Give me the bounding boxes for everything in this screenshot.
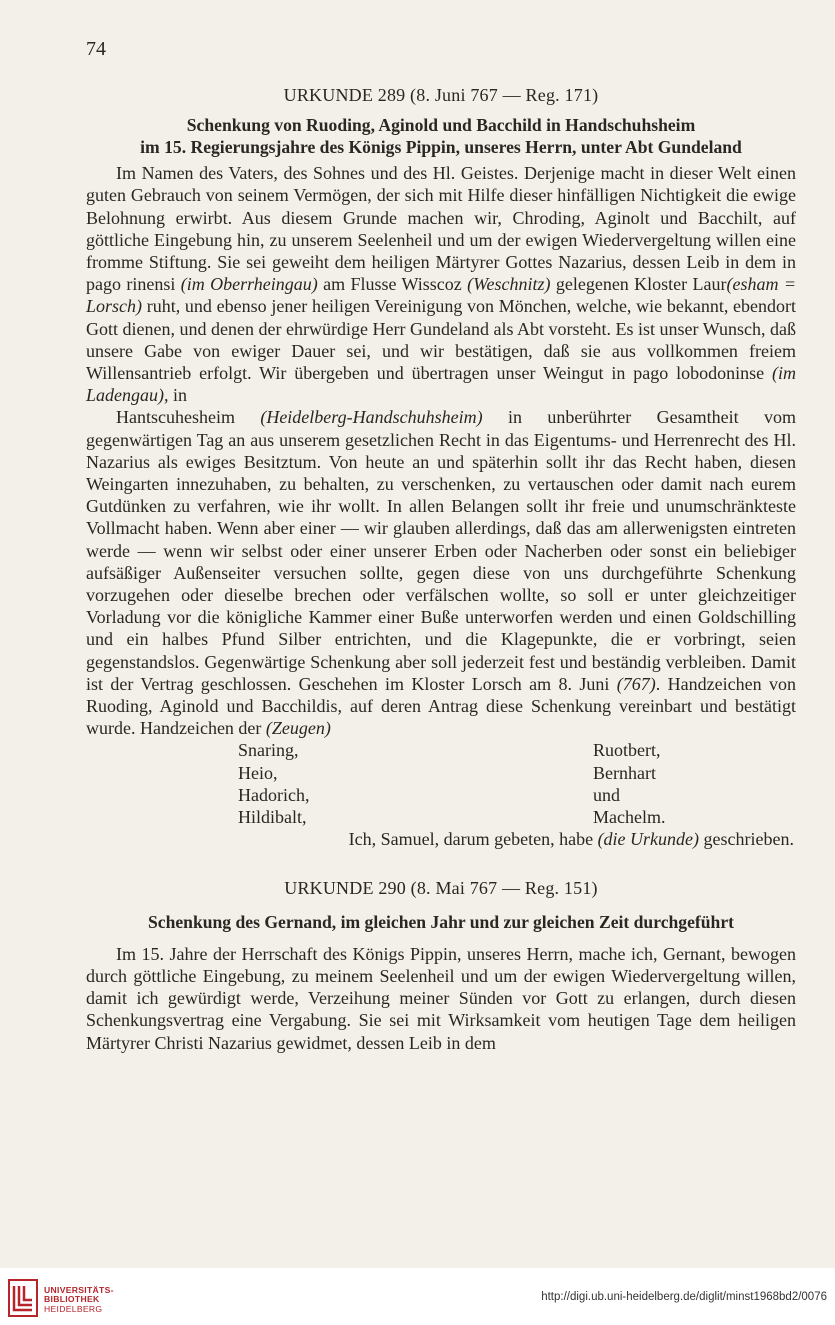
witness-row (238, 762, 698, 784)
urkunde-289-paragraph-2 (86, 406, 796, 739)
urkunde-289-subtitle-line-1: Schenkung von Ruoding, Aginold und Bacchild in Handschuhsheim (186, 115, 696, 136)
witness-name: Hadorich, (238, 784, 310, 805)
scribe-signature (86, 828, 796, 850)
text-run: Ich, Samuel, darum gebeten, habe (348, 829, 598, 850)
urkunde-290-section (86, 877, 796, 1054)
italic-annotation: (die Urkunde) (597, 829, 700, 850)
witness-name: und (593, 784, 620, 805)
italic-annotation: (esham = Lorsch) (86, 274, 797, 317)
urkunde-289-title: URKUNDE 289 (8. Juni 767 — Reg. 171) (283, 85, 599, 105)
urkunde-290-subtitle: Schenkung des Gernand, im gleichen Jahr und zur gleichen Zeit durchgeführt (147, 911, 735, 932)
library-name-line: UNIVERSITÄTS- (44, 1285, 114, 1295)
viewer-footer (0, 1268, 835, 1325)
witness-row (238, 806, 698, 828)
italic-annotation: (Weschnitz) (467, 274, 551, 295)
urkunde-289-subtitle-line-2: im 15. Regierungsjahre des Königs Pippin, unseres Herrn, unter Abt Gundeland (140, 137, 742, 158)
library-name-line: BIBLIOTHEK (44, 1294, 100, 1305)
text-run: am Flusse Wisscoz (317, 274, 468, 295)
page-number: 74 (86, 38, 106, 60)
italic-annotation: (Heidelberg-Handschuhsheim) (260, 407, 483, 428)
text-run: gelegenen Kloster Laur (550, 274, 727, 295)
permalink-url[interactable]: http://digi.ub.uni-heidelberg.de/diglit/minst1968bd2/0076 (541, 1291, 827, 1303)
italic-annotation: (im Ladengau) (86, 363, 796, 406)
library-name-line: HEIDELBERG (44, 1303, 103, 1314)
witness-name: Hildibalt, (238, 807, 307, 828)
text-run: ruht, und ebenso jener heiligen Vereinigung von Mönchen, welche, wie bekannt, ebendort Gott dienen, und denen der ehrwürdige Herr Gundeland als Abt vorsteht. Es ist unser Wunsch, daß unsere Gabe von ewiger Dauer sei, und wir bestätigen, daß sie aus vollkommen freiem Willensantrieb erfolgt. Wir übergeben und übertragen unser Weingut in pago lobodoninse (86, 296, 796, 384)
witness-name: Snaring, (238, 740, 299, 761)
italic-annotation: (Zeugen) (265, 718, 331, 739)
text-run: , in (164, 385, 188, 406)
urkunde-290-paragraph-1: Im 15. Jahre der Herrschaft des Königs Pippin, unseres Herrn, mache ich, Gernant, bewogen durch göttliche Eingebung, zu meinem Seelenheil und um der ewigen Wiedervergeltung willen, damit ich gewürdigt werde, Verzeihung meiner Sünden vor Gott zu erlangen, durch diesen Schenkungsvertrag eine Vergabung. Sie sei mit Wirksamkeit vom heutigen Tage dem heiligen Märtyrer Christi Nazarius gewidmet, dessen Leib in dem (86, 943, 796, 1053)
witness-name: Bernhart (593, 762, 656, 783)
urkunde-290-title: URKUNDE 290 (8. Mai 767 — Reg. 151) (284, 877, 598, 898)
italic-annotation: (767) (616, 673, 656, 694)
text-run: geschrieben. (699, 829, 794, 850)
italic-annotation: (im Oberrheingau) (180, 274, 318, 295)
witness-row (238, 739, 698, 761)
witness-name: Heio, (238, 762, 278, 783)
text-run: Im Namen des Vaters, des Sohnes und des Hl. Geistes. Derjenige macht in dieser Welt einen guten Gebrauch von seinem Vermögen, der sich mit Hilfe dieser hinfälligen Nichtigkeit die ewige Belohnung erwirbt. Aus diesem Grunde machen wir, Chroding, Aginolt und Bacchilt, auf göttliche Eingebung hin, zu unserem Seelenheil und um der ewigen Wiedervergeltung willen eine fromme Stiftung. Sie sei geweiht dem heiligen Märtyrer Gottes Nazarius, dessen Leib in dem in pago rinensi (86, 163, 796, 295)
university-library-logo-icon (8, 1278, 38, 1318)
urkunde-289-paragraph-1 (86, 162, 796, 406)
text-run: Hantscuhesheim (116, 407, 261, 428)
urkunde-290-body (86, 943, 796, 1054)
witness-list (238, 739, 698, 828)
urkunde-289-body (86, 162, 796, 850)
page-content (86, 84, 796, 1054)
text-run: in unberührter Gesamtheit vom gegenwärtigen Tag an aus unserem gesetzlichen Recht in das Eigentums- und Herrenrecht des Hl. Nazarius als ewiges Besitztum. Von heute an und späterhin sollt ihr das Recht haben, diesen Weingarten innezuhaben, zu behalten, zu verschenken, zu vertauschen oder damit nach eurem Gutdünken zu verfahren, wie ihr wollt. In allen Belangen sollt ihr freie und unumschränkteste Vollmacht haben. Wenn aber einer — wir glauben allerdings, daß das am allerwenigsten eintreten werde — wenn wir selbst oder einer unserer Erben oder Nacherben oder sonst ein beliebiger aufsäßiger Außenseiter versuchen sollte, gegen diese von uns durchgeführte Schenkung vorzugehen oder dieselbe brechen oder verfälschen wollte, so soll er unter gleichzeitiger Vorladung vor die königliche Kammer einer Buße unterworfen werden und einen Goldschilling und ein halbes Pfund Silber entrichten, und die Klagepunkte, die er vorbringt, seien gegenstandslos. Gegenwärtige Schenkung aber soll jederzeit fest und beständig verbleiben. Damit ist der Vertrag geschlossen. Geschehen im Kloster Lorsch am 8. Juni (86, 407, 796, 694)
text-run: . Handzeichen von Ruoding, Aginold und Bacchildis, auf deren Antrag diese Schenkung vereinbart und bestätigt wurde. Handzeichen der (86, 673, 796, 739)
library-name (44, 1286, 114, 1314)
witness-row (238, 784, 698, 806)
witness-name: Ruotbert, (593, 740, 661, 761)
witness-name: Machelm. (593, 807, 666, 828)
